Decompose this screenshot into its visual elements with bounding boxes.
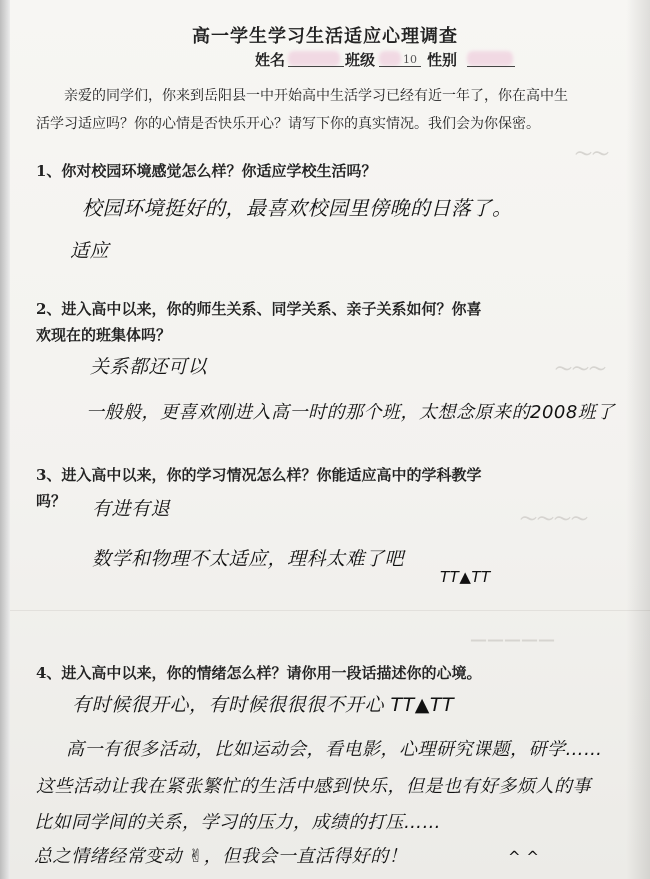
answer-1-line-2: 适应 xyxy=(70,240,110,262)
class-label: 班级 xyxy=(345,51,376,69)
answer-3-line-1: 有进有退 xyxy=(92,498,171,520)
bleed-through-text: ～～ xyxy=(575,145,609,165)
answer-3-emoticon: TT▲TT xyxy=(440,568,491,586)
answer-4-line-5: 总之情绪经常变动 ✌，但我会一直活得好的！ xyxy=(34,846,408,867)
class-underline xyxy=(379,66,421,67)
answer-4-emoticon: ^ ^ xyxy=(508,848,540,866)
answer-4-line-2: 高一有很多活动，比如运动会，看电影，心理研究课题，研学…… xyxy=(66,739,603,760)
question-3-line-1: 3、进入高中以来，你的学习情况怎么样？你能适应高中的学科教学 xyxy=(36,466,482,484)
question-2-line-1: 2、进入高中以来，你的师生关系、同学关系、亲子关系如何？你喜 xyxy=(36,300,482,318)
question-2-line-2: 欢现在的班集体吗？ xyxy=(36,326,172,344)
bleed-through-text: ————— xyxy=(470,630,555,650)
bleed-through-text: ～～～ xyxy=(555,360,606,380)
question-1: 1、你对校园环境感觉怎么样？你适应学校生活吗？ xyxy=(36,162,377,180)
answer-4-line-4: 比如同学间的关系，学习的压力，成绩的打压…… xyxy=(34,812,441,833)
answer-3-line-2: 数学和物理不太适应，理科太难了吧 xyxy=(92,548,405,570)
name-underline xyxy=(288,66,344,67)
bleed-through-text: ～～～～ xyxy=(520,510,588,530)
answer-2-line-2: 一般般，更喜欢刚进入高一时的那个班，太想念原来的2008班了 xyxy=(86,402,615,423)
class-value: 10 xyxy=(403,53,417,66)
answer-1-line-1: 校园环境挺好的，最喜欢校园里傍晚的日落了。 xyxy=(82,196,513,220)
gender-underline xyxy=(467,66,515,67)
bleed-through-rule xyxy=(10,610,650,611)
answer-4-line-1: 有时候很开心，有时候很很很不开心 TT▲TT xyxy=(72,694,455,716)
answer-2-line-1: 关系都还可以 xyxy=(90,356,208,378)
question-4: 4、进入高中以来，你的情绪怎么样？请你用一段话描述你的心境。 xyxy=(36,664,482,682)
gender-label: 性别 xyxy=(427,51,458,69)
redacted-gender xyxy=(467,51,513,66)
redacted-class xyxy=(379,51,401,66)
intro-paragraph: 亲爱的同学们，你来到岳阳县一中开始高中生活学习已经有近一年了，你在高中生活学习适应吗？你的心情是否快乐开心？请写下你的真实情况。我们会为你保密。 xyxy=(36,88,568,132)
redacted-name xyxy=(288,51,340,66)
survey-title: 高一学生学习生活适应心理调查 xyxy=(192,26,458,47)
question-3-line-2: 吗？ xyxy=(36,492,67,510)
name-label: 姓名 xyxy=(255,51,286,69)
answer-4-line-3: 这些活动让我在紧张繁忙的生活中感到快乐，但是也有好多烦人的事 xyxy=(36,776,591,797)
